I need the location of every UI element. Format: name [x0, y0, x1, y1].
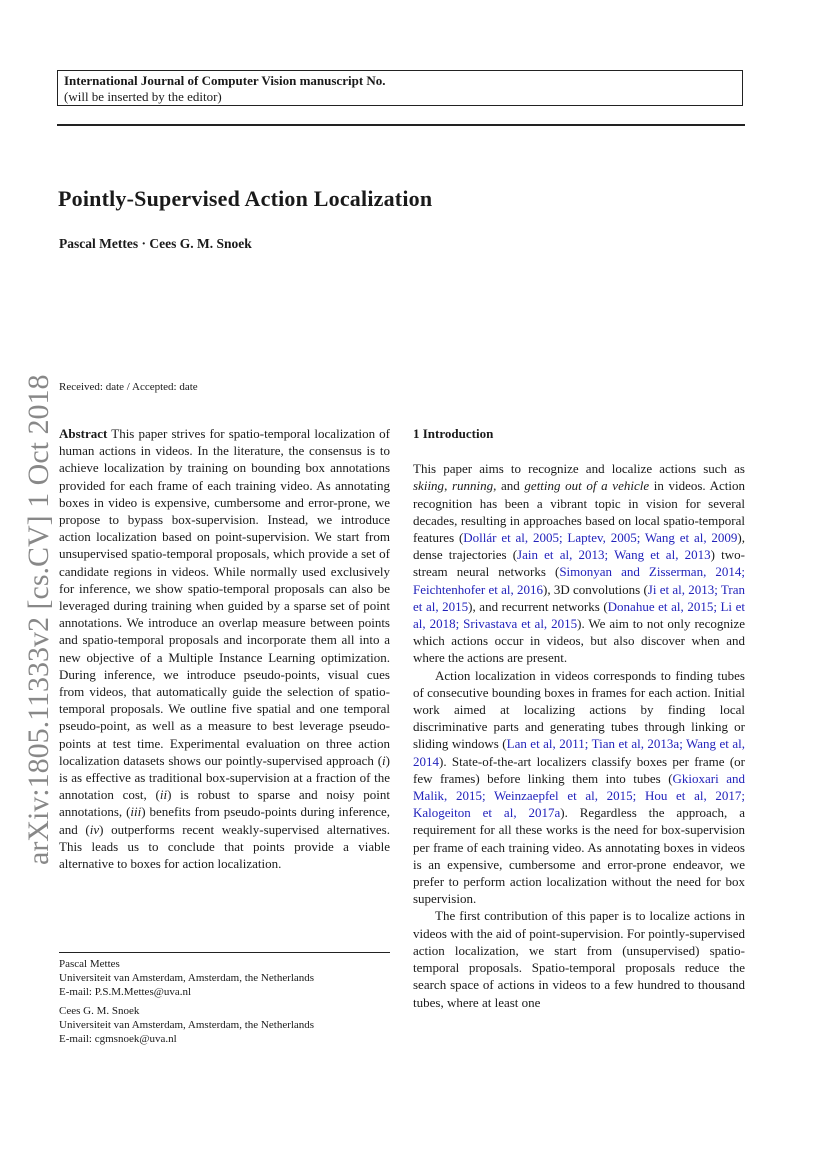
text: ) two-stream neural networks (	[413, 547, 745, 580]
footnote-author-name: Cees G. M. Snoek	[59, 1005, 140, 1017]
text: ). Regardless the approach, a requirement for all these works is the need for box-supervision per frame of each training video. As annotating boxes in videos is an expensive, cumbersome and error-prone endeavor, we prefer to perform action localization without the need for box supervision.	[413, 805, 745, 907]
example-action: getting out of a vehicle	[524, 478, 650, 494]
citation-link[interactable]: Dollár et al, 2005; Laptev, 2005; Wang et al, 2009	[463, 530, 738, 546]
abstract-enum-i: i	[382, 752, 386, 768]
text: This paper aims to recognize and localize actions such as	[413, 461, 745, 477]
text: ,	[444, 478, 452, 494]
citation-link[interactable]: Gkioxari and Malik, 2015; Weinzaepfel et al, 2015; Hou et al, 2017; Kalogeiton et al, 2017a	[413, 770, 745, 821]
footnote-email: E-mail: P.S.M.Mettes@uva.nl	[59, 986, 192, 998]
abstract-enum-iv: iv	[89, 821, 100, 837]
header-rule	[57, 124, 745, 126]
abstract-text-4: ) benefits from pseudo-points during inference, and (	[59, 804, 391, 837]
footnote-rule	[59, 952, 390, 953]
section-heading: 1 Introduction	[413, 426, 494, 441]
paper-title: Pointly-Supervised Action Localization	[58, 186, 433, 211]
abstract-text-1: This paper strives for spatio-temporal localization of human actions in videos. In the literature, the consensus is to achieve localization by training on bounding box annotations provided for each frame of each training video. As annotating boxes in video is expensive, cumbersome and error-prone, we propose to bypass box-supervision. Instead, we introduce action localization based on point-supervision. We start from unsupervised spatio-temporal proposals, which provide a set of candidate regions in videos. While normally used exclusively for inference, we show spatio-temporal proposals can also be leveraged during training when guided by a sparse set of point annotations. We introduce an overlap measure between points and spatio-temporal proposals and incorporate them all into a new objective of a Multiple Instance Learning optimization. During inference, we introduce pseudo-points, visual cues from videos, that automatically guide the selection of spatio-temporal proposals. We outline five spatial and one temporal pseudo-point, as well as a measure to best leverage pseudo-points at test time. Experimental evaluation on three action localization datasets shows our pointly-supervised approach (	[59, 426, 390, 768]
footnote-author-name: Pascal Mettes	[59, 958, 120, 970]
text: Action localization in videos corresponds to finding tubes of consecutive bounding boxes in frames for each action. Initial work aimed at localizing actions by finding local discriminative parts and generating tubes through linking or sliding windows (	[413, 667, 745, 752]
intro-paragraph-1	[413, 460, 745, 666]
abstract-label: Abstract	[59, 426, 108, 441]
text: ), dense trajectories (	[413, 530, 745, 563]
citation-link[interactable]: Lan et al, 2011; Tian et al, 2013a; Wang et al, 2014	[413, 736, 745, 769]
abstract-text-2: ) is as effective as traditional box-supervision at a fraction of the annotation cost, (	[59, 752, 390, 803]
text: ), 3D convolutions (	[543, 581, 648, 597]
citation-link[interactable]: Jain et al, 2013; Wang et al, 2013	[517, 547, 711, 563]
paper-authors: Pascal Mettes · Cees G. M. Snoek	[59, 236, 252, 251]
citation-link[interactable]: Donahue et al, 2015; Li et al, 2018; Srivastava et al, 2015	[413, 598, 745, 632]
intro-paragraph-2	[413, 667, 745, 908]
arxiv-stamp: arXiv:1805.11333v2 [cs.CV] 1 Oct 2018	[22, 374, 55, 865]
text: in videos. Action recognition has been a vibrant topic in vision for several decades, resulting in approaches based on local spatio-temporal features (	[413, 478, 745, 546]
footnote-affiliation: Universiteit van Amsterdam, Amsterdam, the Netherlands	[59, 1019, 315, 1031]
abstract-column	[59, 425, 390, 872]
text: , and	[493, 478, 525, 494]
journal-subtitle: (will be inserted by the editor)	[64, 89, 222, 104]
journal-header-box	[57, 70, 743, 106]
abstract	[59, 425, 390, 872]
intro-paragraph-3: The first contribution of this paper is to localize actions in videos with the aid of point-supervision. For pointly-supervised action localization, we start from (unsupervised) spatio-temporal proposals. Spatio-temporal proposals reduce the search space of actions in videos to a few hundred to thousand tubes, where at least one	[413, 908, 745, 1010]
abstract-text-5: ) outperforms recent weakly-supervised alternatives. This leads us to conclude that points provide a viable alternative to boxes for action localization.	[59, 821, 390, 872]
abstract-text-3: ) is robust to sparse and noisy point annotations, (	[59, 787, 391, 820]
example-action: skiing	[413, 478, 445, 494]
author-footnote-2	[59, 1004, 390, 1046]
author-footnote-1	[59, 957, 390, 999]
introduction-column	[413, 425, 745, 1011]
footnote-affiliation: Universiteit van Amsterdam, Amsterdam, the Netherlands	[59, 972, 315, 984]
text: ). We aim to not only recognize which actions occur in videos, but also discover when and where the actions are present.	[413, 616, 745, 666]
text: ). State-of-the-art localizers classify boxes per frame (or few frames) before linking them into tubes (	[413, 753, 745, 786]
citation-link[interactable]: Simonyan and Zisserman, 2014; Feichtenhofer et al, 2016	[413, 564, 745, 597]
text: ), and recurrent networks (	[468, 598, 608, 614]
abstract-enum-ii: ii	[159, 787, 168, 803]
example-action: running	[451, 478, 494, 494]
received-date: Received: date / Accepted: date	[59, 381, 198, 393]
citation-link[interactable]: Ji et al, 2013; Tran et al, 2015	[413, 581, 745, 614]
journal-title: International Journal of Computer Vision manuscript No.	[64, 73, 386, 88]
abstract-enum-iii: iii	[130, 804, 142, 820]
footnote-email: E-mail: cgmsnoek@uva.nl	[59, 1033, 177, 1045]
